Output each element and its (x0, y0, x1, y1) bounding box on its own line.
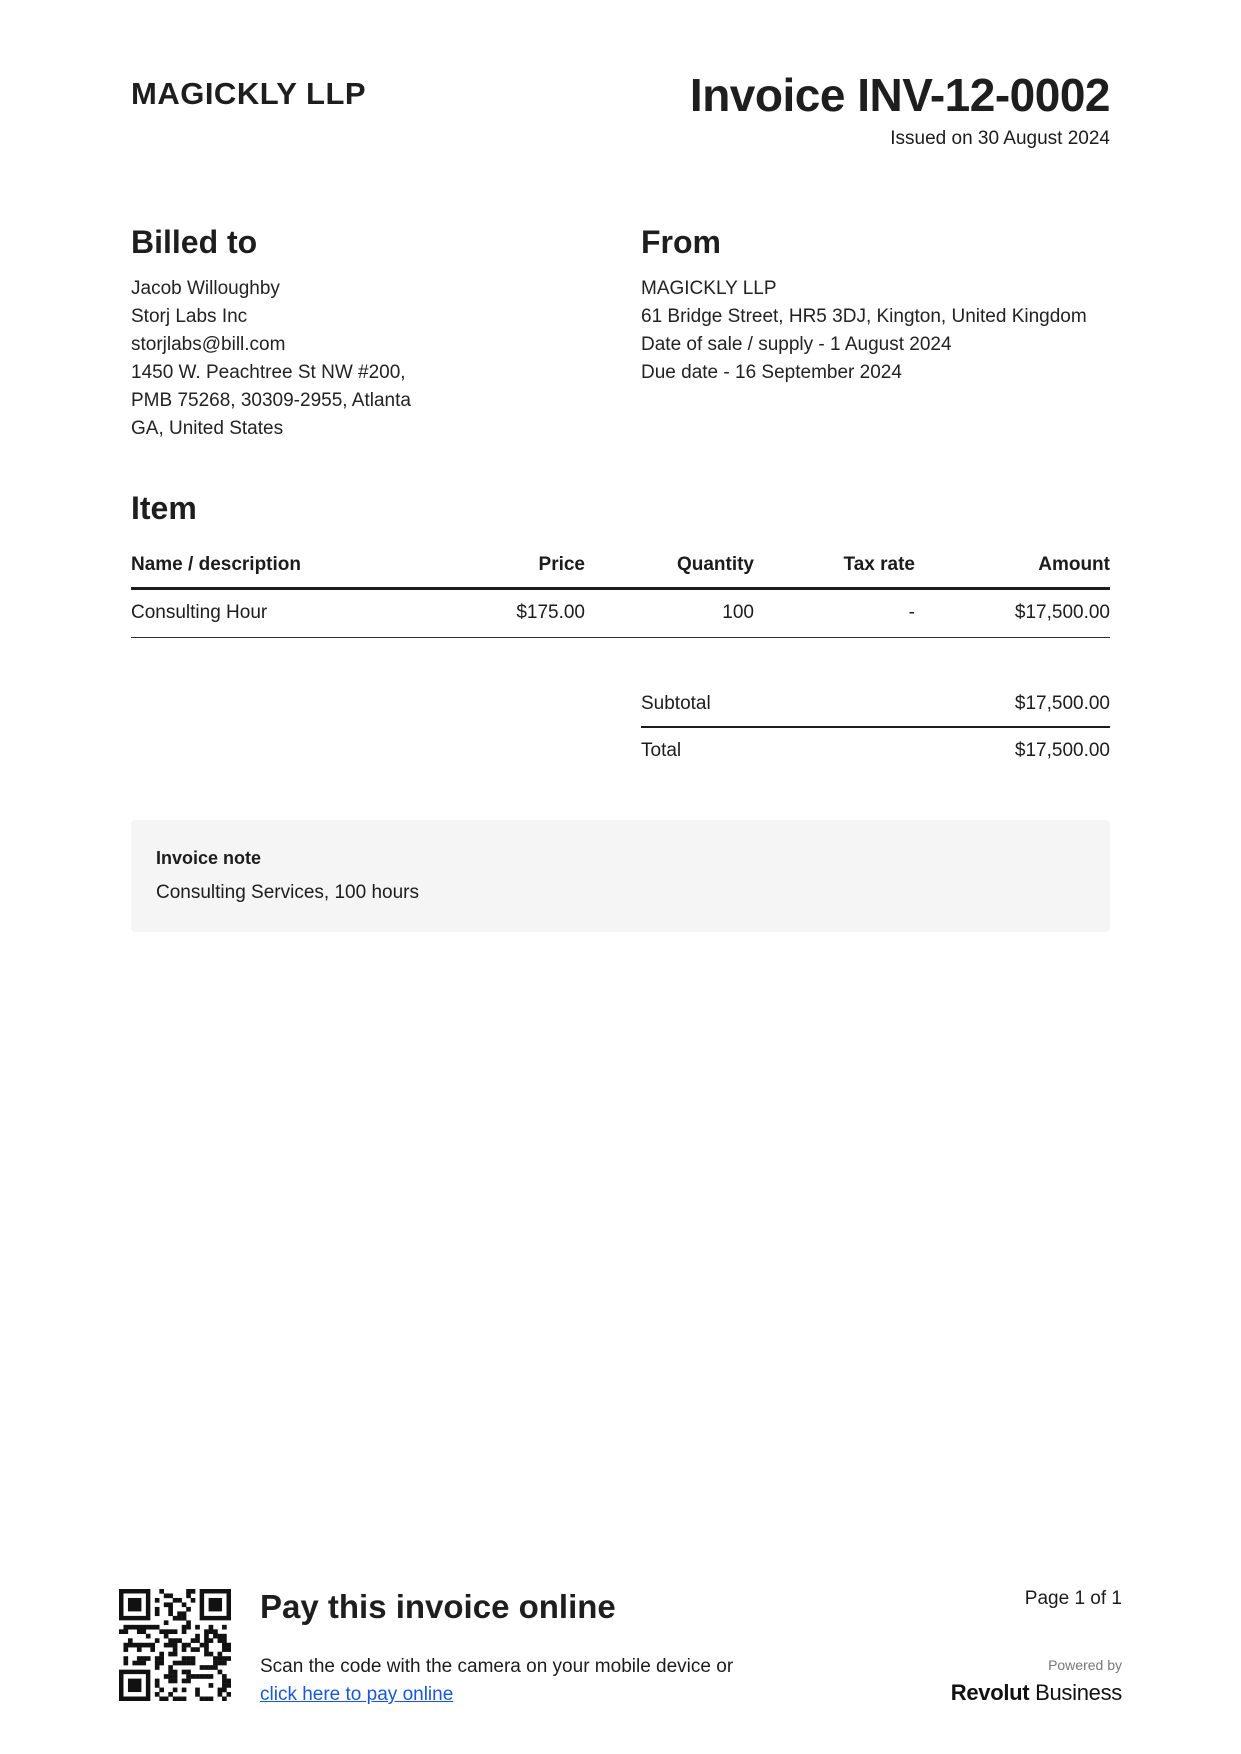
billed-to-line: GA, United States (131, 418, 284, 439)
billed-to-line: PMB 75268, 30309-2955, Atlanta (131, 390, 411, 411)
invoice-note (131, 820, 1110, 932)
billed-to-line: Storj Labs Inc (131, 306, 248, 327)
item-name: Consulting Hour (131, 602, 268, 623)
item-tax-rate: - (908, 602, 915, 623)
items-table (131, 552, 1110, 638)
item-quantity: 100 (722, 602, 754, 623)
company-name: MAGICKLY LLP (131, 76, 367, 111)
pay-instruction-text: Scan the code with the camera on your mobile device or (260, 1656, 734, 1677)
note-title: Invoice note (156, 848, 262, 868)
pay-online-heading: Pay this invoice online (260, 1588, 616, 1625)
from-heading: From (641, 224, 721, 260)
table-row (131, 590, 1110, 638)
from-details (641, 275, 1087, 387)
subtotal-label: Subtotal (641, 693, 711, 714)
logo-word-revolut: Revolut (950, 1680, 1030, 1705)
column-header-quantity: Quantity (676, 554, 754, 575)
issue-date: Issued on 30 August 2024 (890, 128, 1110, 149)
column-header-name: Name / description (131, 554, 301, 575)
from-line: Due date - 16 September 2024 (641, 362, 902, 383)
column-header-tax-rate: Tax rate (843, 554, 915, 575)
column-header-amount: Amount (1038, 554, 1110, 575)
billed-to-line: storjlabs@bill.com (131, 334, 286, 355)
subtotal-value: $17,500.00 (1014, 693, 1110, 714)
total-label: Total (641, 740, 682, 761)
from-line: Date of sale / supply - 1 August 2024 (641, 334, 952, 355)
billed-to-heading: Billed to (131, 224, 258, 260)
item-amount: $17,500.00 (1014, 602, 1110, 623)
powered-by-label: Powered by (1048, 1657, 1122, 1673)
page-number: Page 1 of 1 (1024, 1588, 1122, 1609)
qr-code-icon[interactable] (119, 1589, 231, 1701)
item-price: $175.00 (516, 602, 585, 623)
note-text: Consulting Services, 100 hours (156, 882, 419, 903)
total-row (641, 728, 1110, 774)
totals-block (641, 683, 1110, 774)
from-line: 61 Bridge Street, HR5 3DJ, Kington, United Kingdom (641, 306, 1087, 327)
table-header (131, 552, 1110, 590)
column-header-price: Price (538, 554, 585, 575)
total-value: $17,500.00 (1014, 740, 1110, 761)
billed-to-line: Jacob Willoughby (131, 278, 280, 299)
pay-online-link[interactable]: click here to pay online (260, 1684, 454, 1705)
logo-word-business: Business (1029, 1680, 1122, 1705)
subtotal-row (641, 683, 1110, 728)
items-heading: Item (131, 490, 197, 526)
pay-online-instructions (260, 1653, 733, 1709)
from-line: MAGICKLY LLP (641, 278, 777, 299)
revolut-business-logo (951, 1680, 1122, 1706)
invoice-title: Invoice INV-12-0002 (689, 69, 1110, 121)
billed-to-line: 1450 W. Peachtree St NW #200, (131, 362, 406, 383)
billed-to-details (131, 275, 411, 443)
